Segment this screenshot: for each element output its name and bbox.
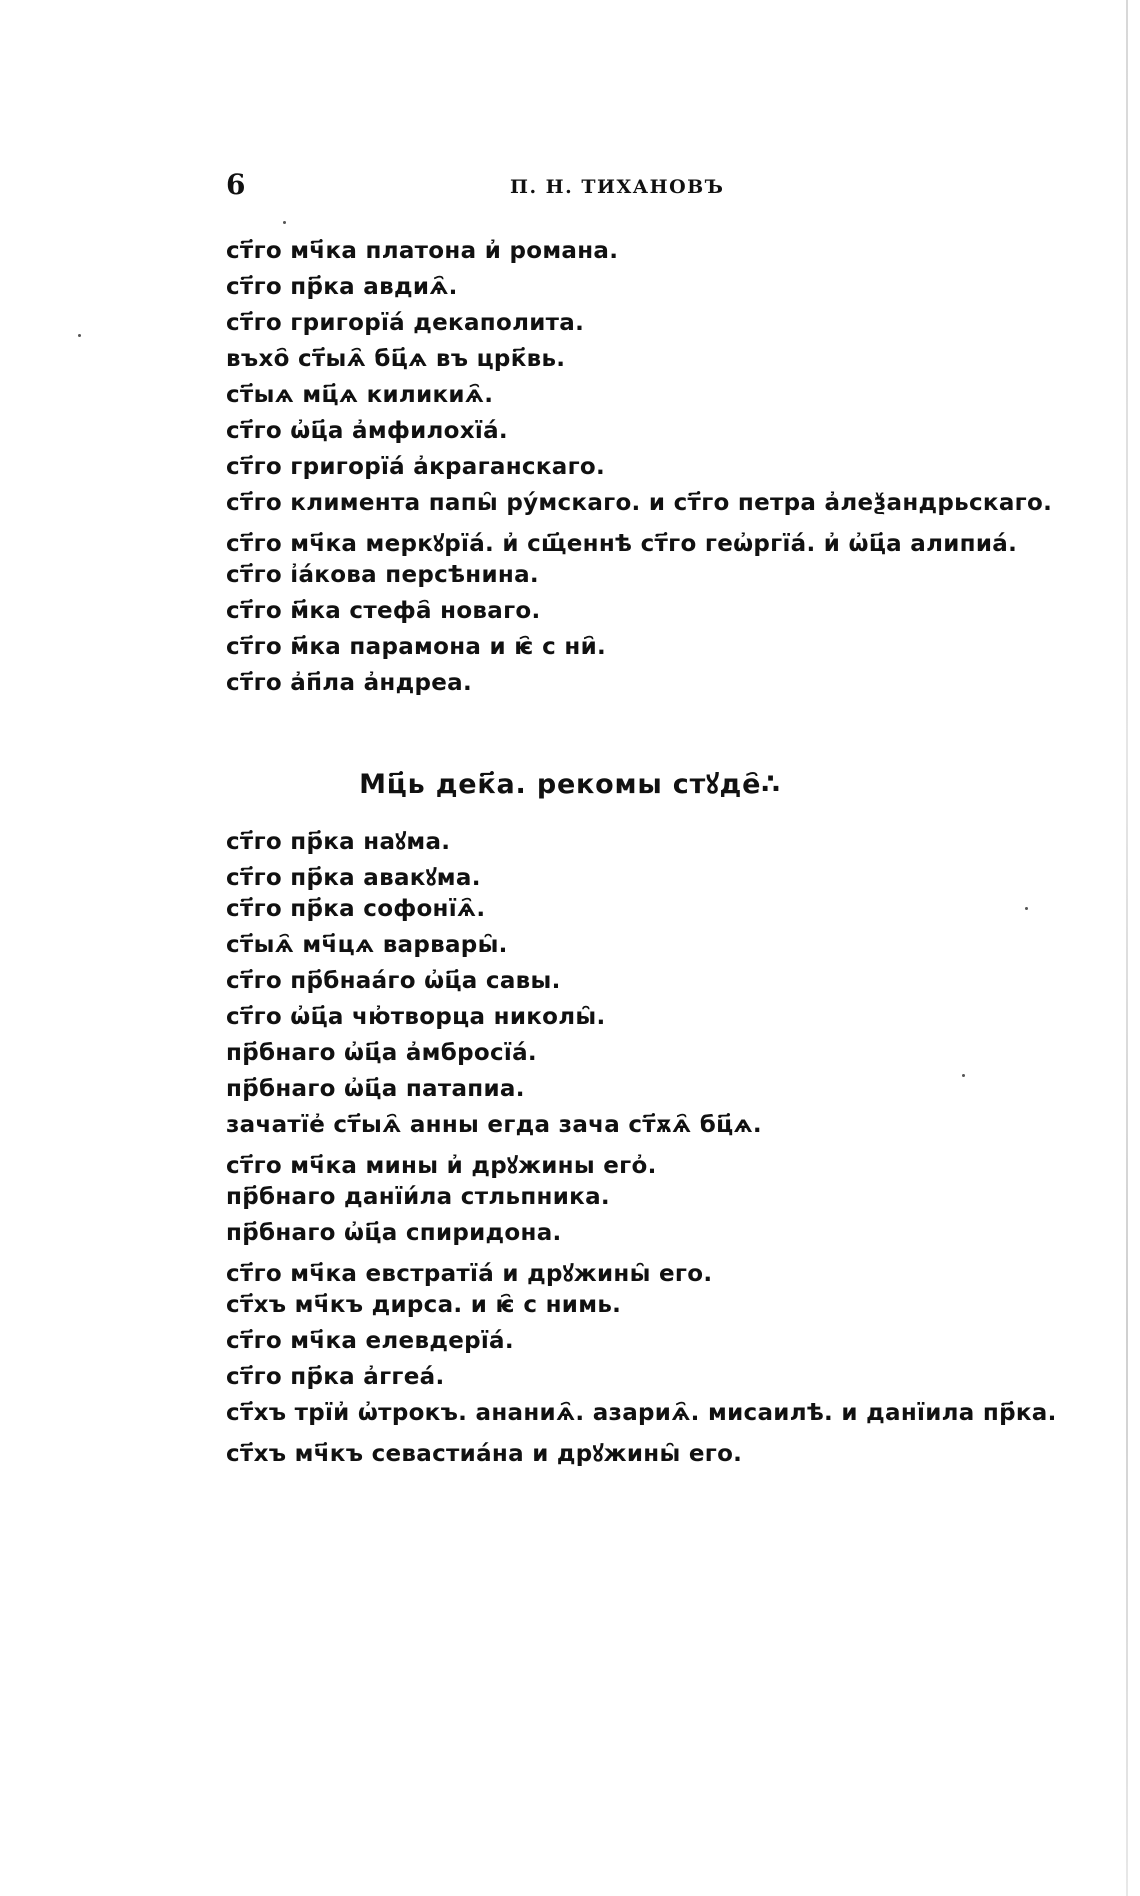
entry-text: ст҃хъ трїи҆ ѡ҆трокъ. ананиѧ҄. азариѧ҄. мисаилѣ. и данїила пр҃ка. <box>226 1400 1057 1426</box>
scan-speck <box>283 221 286 224</box>
entry-text: ст҃го мч҃ка евстратїа́ и дрꙋжины̑ его. <box>226 1261 713 1287</box>
entry-text: пр҃бнаго ѡ҆ц҃а спиридона. <box>226 1220 562 1246</box>
page-number: 6 <box>226 168 246 201</box>
entry-text: ст҃го пр҃ка наꙋма. <box>226 829 451 855</box>
entry-text: ст҃ыѧ мц҃ѧ киликиѧ҄. <box>226 382 494 408</box>
scan-speck <box>1025 907 1028 910</box>
entry-text: ст҃го ѡ҆ц҃а чю҆творца николы̑. <box>226 1004 606 1030</box>
entry-text: ст҃го пр҃ка авакꙋма. <box>226 865 481 891</box>
entry-text: ст҃го ѡ҆ц҃а а҆мфилохїа́. <box>226 418 508 444</box>
scan-speck <box>78 334 81 337</box>
entry-text: пр҃бнаго данїи́ла стльпника. <box>226 1184 610 1210</box>
entry-text: ст҃ыѧ҄ мч҃цѧ варвары̑. <box>226 932 508 958</box>
entry-text: пр҃бнаго ѡ҆ц҃а патапиа. <box>226 1076 525 1102</box>
entry-text: ст҃го мч҃ка меркꙋрїа́. и҆ сщ҃еннѣ ст҃го геѡ҆ргїа́. и҆ ѡ҆ц҃а алипиа́. <box>226 531 1018 557</box>
entry-text: ст҃го а҆п҃ла а҆ндреа. <box>226 670 472 696</box>
entry-text: въхо҄ ст҃ыѧ҄ бц҃ѧ въ црк҃вь. <box>226 346 566 372</box>
entry-text: ст҃го мч҃ка елевдерїа́. <box>226 1328 514 1354</box>
entry-text: ст҃го григорїа́ а҆краганскаго. <box>226 454 606 480</box>
entry-text: ст҃го пр҃ка а҆ггеа́. <box>226 1364 445 1390</box>
entry-text: ст҃хъ мч҃къ дирса. и ѥ҄ с нимь. <box>226 1292 622 1318</box>
entry-text: ст҃го м҃ка парамона и ѥ҄ с ни҄. <box>226 634 607 660</box>
entry-text: ст҃го григорїа́ декаполита. <box>226 310 585 336</box>
entry-text: пр҃бнаго ѡ҆ц҃а а҆мбросїа́. <box>226 1040 537 1066</box>
entry-text: ст҃го мч҃ка мины и҆ дрꙋжины его҆. <box>226 1153 657 1179</box>
entry-text: ст҃хъ мч҃къ севастиа́на и дрꙋжины̑ его. <box>226 1441 743 1467</box>
entry-text: ст҃го пр҃ка авдиѧ҄. <box>226 274 458 300</box>
page-edge-rule <box>1126 0 1128 1896</box>
entry-text: ст҃го мч҃ка платона и҆ романа. <box>226 238 619 264</box>
scan-speck <box>962 1074 965 1077</box>
entry-text: ст҃го м҃ка стефа҄ новаго. <box>226 598 541 624</box>
section-heading: Мц҃ь дек҃а. рекомы стꙋде҄∴ <box>359 769 781 800</box>
running-head: П. Н. ТИХАНОВЪ <box>510 176 725 198</box>
entry-text: ст҃го пр҃ка софонїѧ҄. <box>226 896 486 922</box>
entry-text: ст҃го і҆а́кова персѣнина. <box>226 562 539 588</box>
entry-text: зачатїе҆ ст҃ыѧ҄ анны егда зача ст҃ѫѧ҄ бц҃ѧ. <box>226 1112 762 1138</box>
entry-text: ст҃го климента папы̑ ру́мскаго. и ст҃го петра а҆леѯандрьскаго. <box>226 490 1053 516</box>
entry-text: ст҃го пр҃бнаа́го ѡ҆ц҃а савы. <box>226 968 561 994</box>
